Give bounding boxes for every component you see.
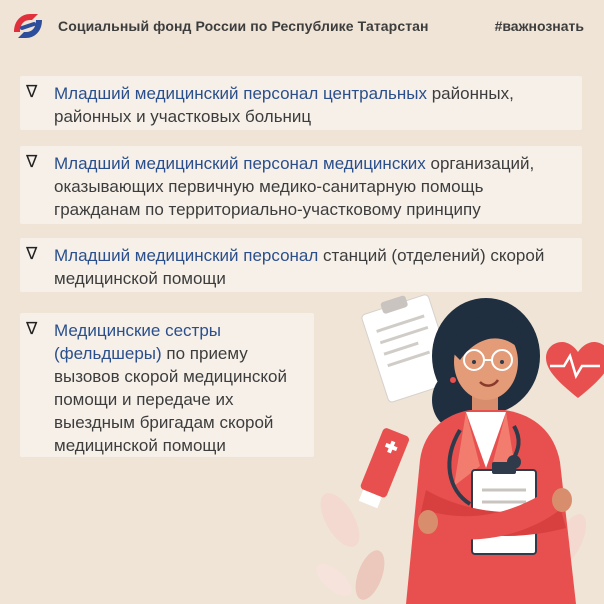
item-text: организаций, оказывающих первичную медико-санитарную помощь гражданам по территориально-участковому принципу	[54, 154, 535, 219]
list-item	[20, 146, 582, 224]
hashtag: #важнознать	[494, 18, 584, 34]
nurse-illustration	[310, 290, 604, 604]
item-highlight: Медицинские сестры (фельдшеры)	[54, 321, 221, 363]
item-highlight: Младший медицинский персонал медицинских	[54, 154, 426, 173]
org-name: Социальный фонд России по Республике Татарстан	[58, 18, 429, 34]
list-item	[20, 76, 582, 130]
triangle-bullet-icon: ∇	[26, 82, 38, 101]
header	[0, 0, 604, 52]
list-item	[20, 313, 314, 457]
triangle-bullet-icon: ∇	[26, 319, 38, 338]
sfr-logo-icon	[8, 6, 48, 46]
triangle-bullet-icon: ∇	[26, 244, 38, 263]
item-text: по приему вызовов скорой медицинской помощи и передаче их выездным бригадам скорой медицинской помощи	[54, 344, 287, 455]
item-highlight: Младший медицинский персонал	[54, 246, 319, 265]
item-text: районных, районных и участковых больниц	[54, 84, 514, 126]
item-highlight: Младший медицинский персонал центральных	[54, 84, 427, 103]
ointment-tube-icon	[355, 427, 410, 510]
heart-icon	[546, 342, 604, 398]
triangle-bullet-icon: ∇	[26, 152, 38, 171]
list-item	[20, 238, 582, 292]
item-text: станций (отделений) скорой медицинской помощи	[54, 246, 545, 288]
